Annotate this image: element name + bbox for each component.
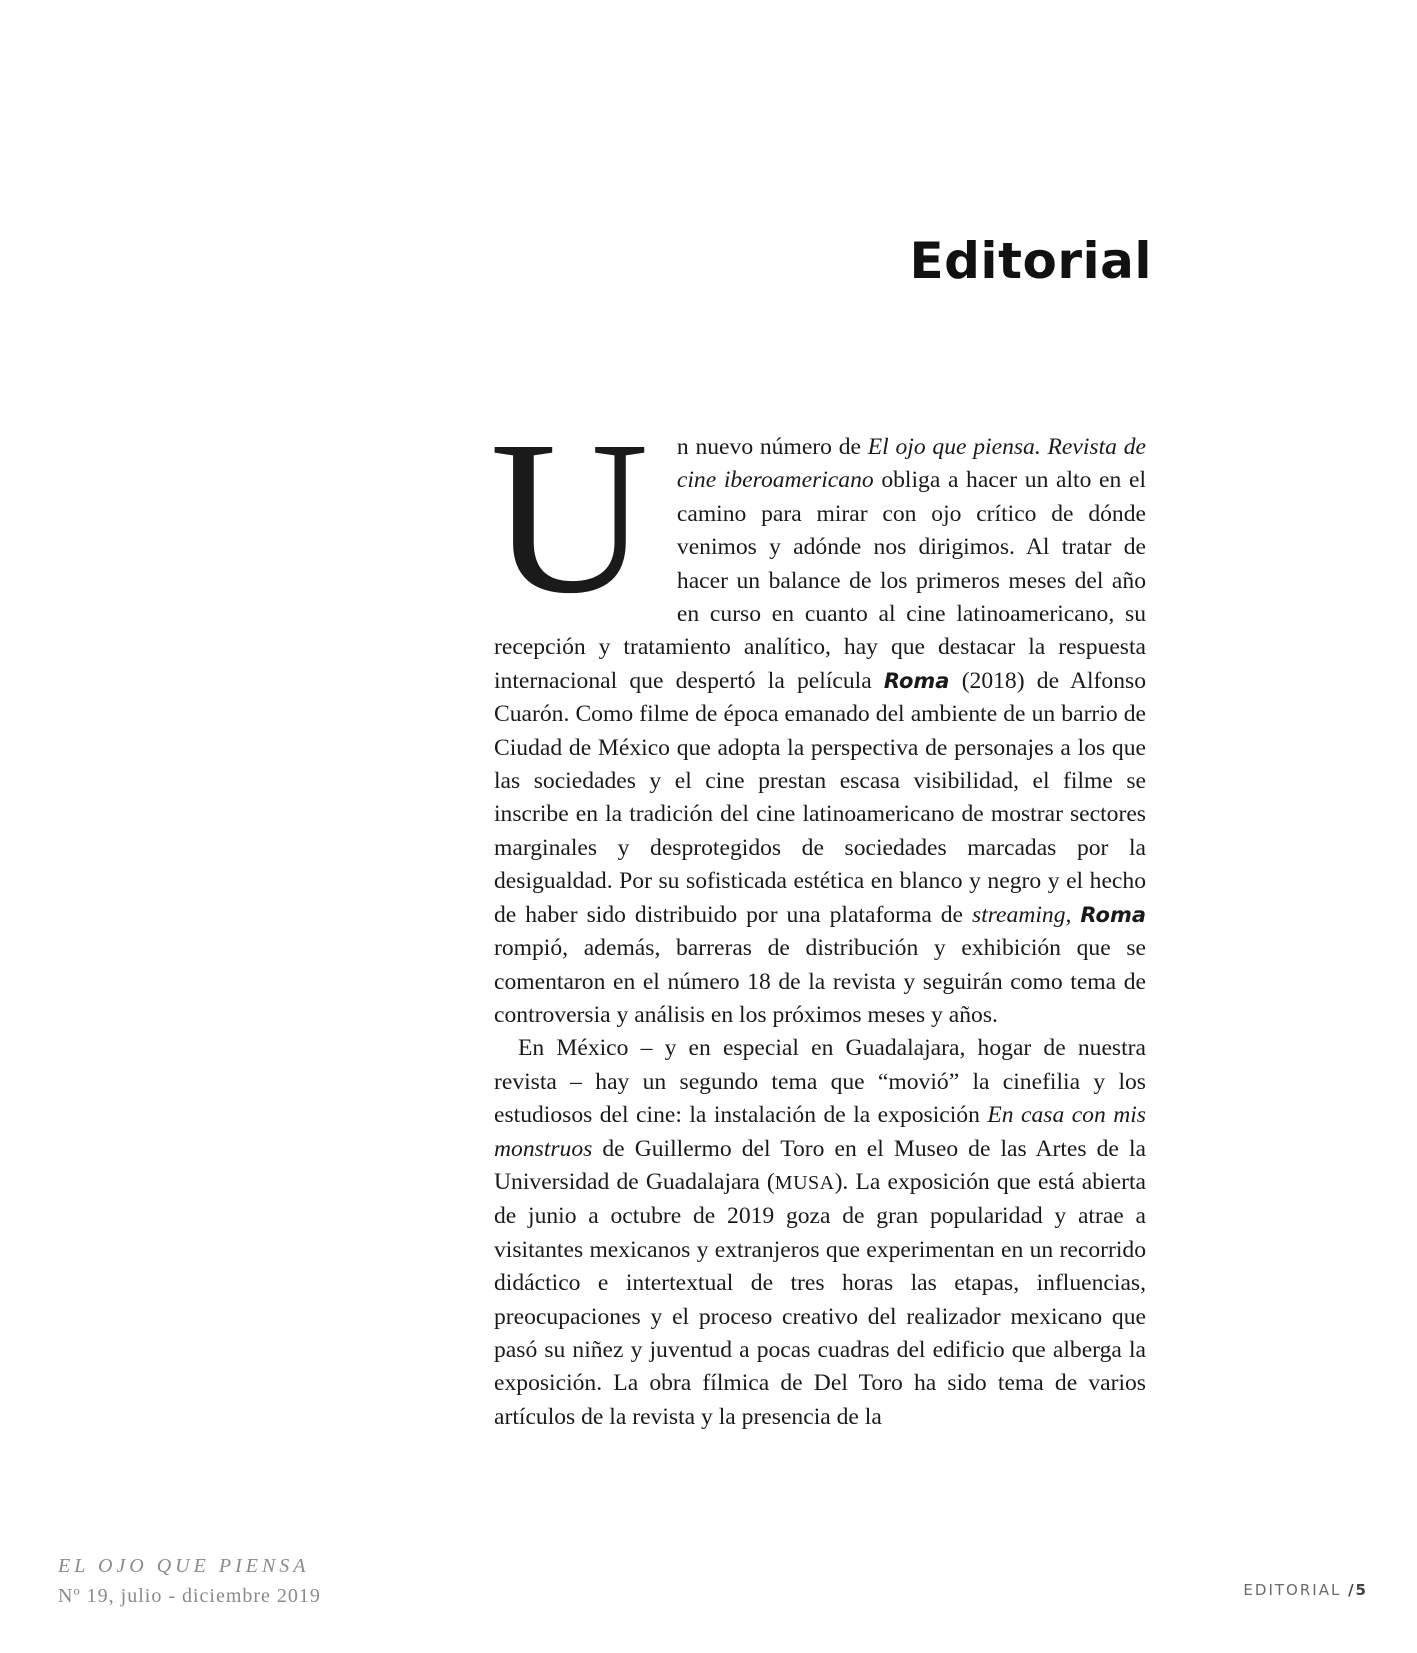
p2-text-a: En México – y en especial en Guadalajara, hogar de nuestra revista – hay un segundo tema que “movió” la cinefilia y los estudiosos del cine: la instalación de la exposición <box>494 1035 1146 1129</box>
footer-section-page <box>1243 1581 1368 1599</box>
streaming-italic: streaming <box>972 901 1066 928</box>
article-body <box>490 395 1147 1434</box>
paragraph-1 <box>490 395 1147 1032</box>
footer-issue: Nº 19, julio - diciembre 2019 <box>58 1585 321 1607</box>
film-title-roma-2: Roma <box>1080 902 1146 927</box>
paragraph-2 <box>494 1032 1146 1434</box>
p1-text-e: (2018) de Alfonso Cuarón. Como filme de época emanado del ambiente de un barrio de Ciudad de México que adopta la perspectiva de personajes a los que las sociedades y el cine prestan escasa visibilidad, el filme se inscribe en la tradición del cine latinoamericano de mostrar sectores marginales y desprotegidos de sociedades marcadas por la desigualdad. Por su sofisticada estética en blanco y negro y el hecho de haber sido distribuido por una plataforma de <box>494 667 1146 928</box>
footer-journal-name: EL OJO QUE PIENSA <box>58 1555 310 1577</box>
footer-section: EDITORIAL <box>1243 1581 1349 1599</box>
exhibition-title-italic: En casa con mis monstruos <box>494 1102 1146 1162</box>
musa-acronym: MUSA <box>774 1171 835 1194</box>
p1-text-g: , <box>1065 901 1081 928</box>
drop-cap: U <box>490 395 649 639</box>
p2-text-c: de Guillermo del Toro en el Museo de las Artes de la Universidad de Guadalajara ( <box>494 1135 1146 1195</box>
footer-journal-info <box>58 1551 321 1611</box>
p1-text-c: obliga a hacer un alto en el camino para mirar con ojo crítico de dónde venimos y adónde nos dirigimos. Al tratar de hacer un balance de los primeros meses del año en curso en cuanto al cine latinoamericano, su recepción y tratamiento analítico, hay que destacar la respuesta internacional que despertó la película <box>494 467 1146 694</box>
page-title: Editorial <box>909 232 1152 290</box>
journal-title-italic: El ojo que piensa. Revista de cine iberoamericano <box>676 434 1147 494</box>
film-title-roma: Roma <box>883 668 950 693</box>
p1-text-a: n nuevo número de <box>676 434 868 460</box>
p1-text-i: rompió, además, barreras de distribución y exhibición que se comentaron en el número 18 de la revista y seguirán como tema de controversia y análisis en los próximos meses y años. <box>494 935 1146 1028</box>
page-number: /5 <box>1348 1581 1368 1599</box>
p2-text-e: ). La exposición que está abierta de junio a octubre de 2019 goza de gran popularidad y atrae a visitantes mexicanos y extranjeros que experimentan en un recorrido didáctico e intertextual de tres horas las etapas, influencias, preocupaciones y el proceso creativo del realizador mexicano que pasó su niñez y juventud a pocas cuadras del edificio que alberga la exposición. La obra fílmica de Del Toro ha sido tema de varios artículos de la revista y la presencia de la <box>494 1168 1146 1430</box>
